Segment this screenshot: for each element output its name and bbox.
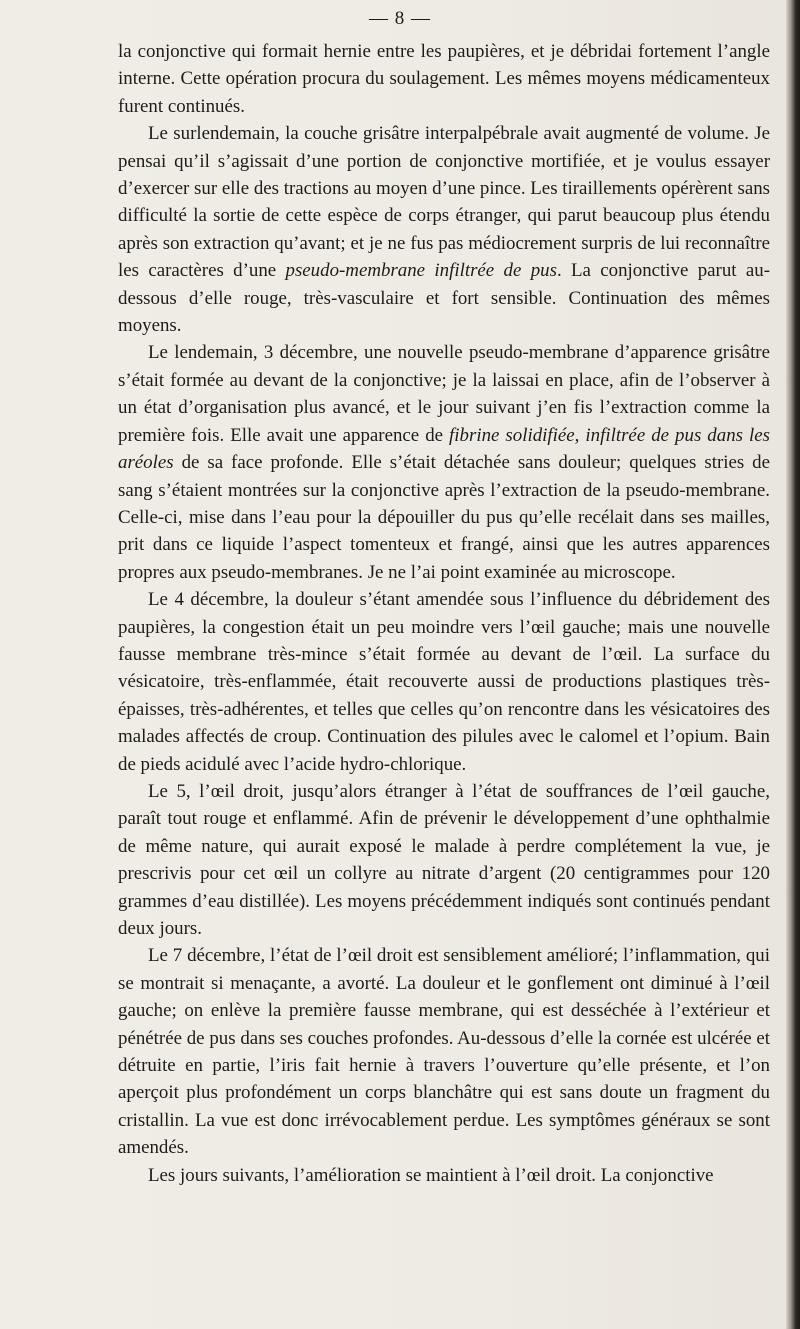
text-run: Le 7 décembre, l’état de l’œil droit est sensiblement amélioré; l’inflammation, qui se montrait si menaçante, a avorté. La douleur et le gonflement ont diminué à l’œil gauche; on enlève la première fausse membrane, qui est desséchée à l’extérieur et pénétrée de pus dans ses couches profondes. Au-dessous d’elle la cornée est ulcérée et détruite en partie, l’iris fait hernie à travers l’ouverture qu’elle présente, et l’on aperçoit plus profondément un corps blanchâtre qui est sans doute un fragment du cristallin. La vue est donc irrévocablement perdue. Les symptômes généraux se sont amendés. xyxy=(118,945,770,1159)
paragraph xyxy=(118,339,770,586)
italic-phrase: pseudo-membrane infiltrée de pus xyxy=(285,260,557,282)
text-run: Le 4 décembre, la douleur s’étant amendée sous l’influence du débridement des paupières, la congestion était un peu moindre vers l’œil gauche; mais une nouvelle fausse membrane très-mince s’était formée au devant de l’œil. La surface du vésicatoire, très-enflammée, était recouverte aussi de productions plastiques très-épaisses, très-adhérentes, et telles que celles qu’on rencontre dans les vésicatoires des malades affectés de croup. Continuation des pilules avec le calomel et l’opium. Bain de pieds acidulé avec l’acide hydro-chlorique. xyxy=(118,589,770,775)
text-run: Le surlendemain, la couche grisâtre interpalpébrale avait augmenté de volume. Je pensai qu’il s’agissait d’une portion de conjonctive mortifiée, et je voulus essayer d’exercer sur elle des tractions au moyen d’une pince. Les tiraillements opérèrent sans difficulté la sortie de cette espèce de corps étranger, qui parut beaucoup plus étendu après son extraction qu’avant; et je ne fus pas médiocrement surpris de lui reconnaître les caractères d’une xyxy=(118,123,770,282)
text-run: de sa face profonde. Elle s’était détachée sans douleur; quelques stries de sang s’étaient montrées sur la conjonctive après l’extraction de la pseudo-membrane. Celle-ci, mise dans l’eau pour la dépouiller du pus qu’elle recélait dans ses mailles, prit dans ce liquide l’aspect tomenteux et frangé, ainsi que les autres apparences propres aux pseudo-membranes. Je ne l’ai point examinée au microscope. xyxy=(118,452,770,583)
italic-phrase: fibrine solidifiée, infiltrée de pus dans les aréoles xyxy=(118,424,770,474)
text-run: Les jours suivants, l’amélioration se maintient à l’œil droit. La conjonctive xyxy=(148,1164,714,1186)
paragraph xyxy=(118,586,770,778)
paragraph xyxy=(118,1162,770,1189)
text-run: . La conjonctive parut au-dessous d’elle rouge, très-vasculaire et fort sensible. Continuation des mêmes moyens. xyxy=(118,260,770,337)
text-run: Le lendemain, 3 décembre, une nouvelle pseudo-membrane d’apparence grisâtre s’était formée au devant de la conjonctive; je la laissai en place, afin de l’observer à un état d’organisation plus avancé, et le jour suivant j’en fis l’extraction comme la première fois. Elle avait une apparence de xyxy=(118,342,770,446)
text-body xyxy=(118,38,770,1189)
paragraph xyxy=(118,38,770,120)
page-edge-shadow xyxy=(786,0,800,1329)
paragraph xyxy=(118,120,770,339)
page-number: — 8 — xyxy=(369,8,431,29)
text-run: la conjonctive qui formait hernie entre les paupières, et je débridai fortement l’angle interne. Cette opération procura du soulagement. Les mêmes moyens médicamenteux furent continués. xyxy=(118,41,770,117)
text-run: Le 5, l’œil droit, jusqu’alors étranger à l’état de souffrances de l’œil gauche, paraît tout rouge et enflammé. Afin de prévenir le développement d’une ophthalmie de même nature, qui aurait exposé le malade à perdre complétement la vue, je prescrivis pour cet œil un collyre au nitrate d’argent (20 centigrammes pour 120 grammes d’eau distillée). Les moyens précédemment indiqués sont continués pendant deux jours. xyxy=(118,780,770,939)
paragraph xyxy=(118,778,770,942)
paragraph xyxy=(118,942,770,1161)
